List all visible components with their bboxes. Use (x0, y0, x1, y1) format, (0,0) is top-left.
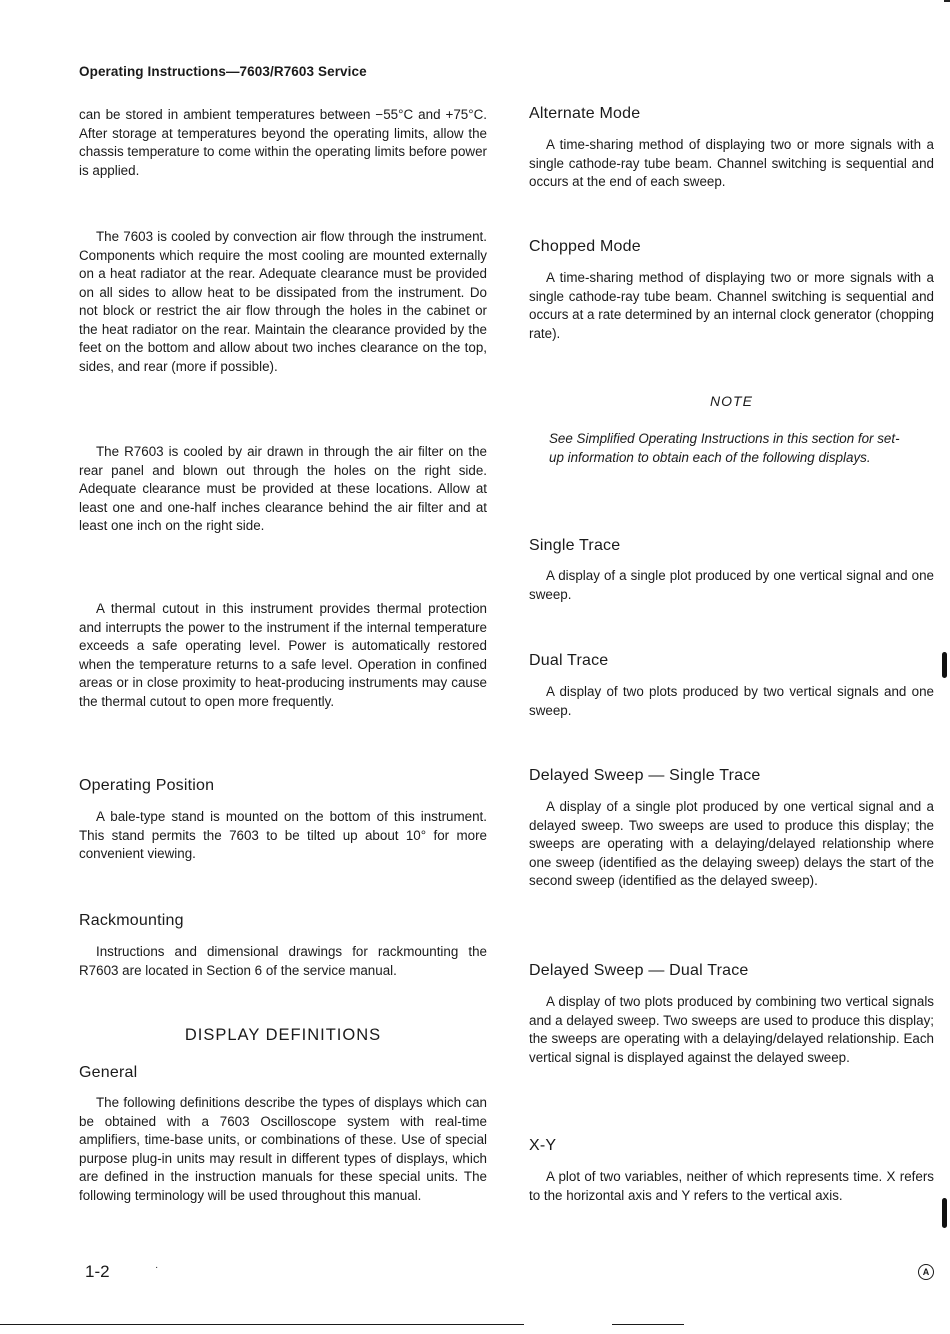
thermal-cutout-paragraph: A thermal cutout in this instrument provides thermal protection and interrupts the power to the instrument if the internal temperature exceeds a safe operating level. Power is automatically restored when the temperature returns to a safe level. Operation in confined areas or in close proximity to heat-producing instruments may cause the thermal cutout to open more frequently. (79, 601, 487, 709)
bottom-rule-right (612, 1324, 684, 1325)
revision-symbol: A (918, 1264, 934, 1280)
single-trace-paragraph: A display of a single plot produced by one vertical signal and one sweep. (529, 568, 934, 602)
single-trace-heading: Single Trace (529, 537, 621, 554)
display-definitions-title: DISPLAY DEFINITIONS (184, 1026, 382, 1044)
page-mark: · (155, 1262, 159, 1273)
delayed-sweep-single-trace-heading: Delayed Sweep — Single Trace (529, 767, 761, 784)
general-heading: General (79, 1064, 138, 1081)
chopped-mode-paragraph: A time-sharing method of displaying two or more signals with a single cathode-ray tube beam. Channel switching is sequential and occurs at a rate determined by an internal clock generator (chopping rate). (529, 270, 934, 341)
alternate-mode-heading: Alternate Mode (529, 105, 641, 122)
delayed-sweep-dual-trace-heading: Delayed Sweep — Dual Trace (529, 962, 749, 979)
bottom-rule (0, 1324, 524, 1325)
note-label: NOTE (710, 393, 753, 409)
xy-paragraph: A plot of two variables, neither of which represents time. X refers to the horizontal axis and Y refers to the vertical axis. (529, 1169, 934, 1203)
cooling-7603-paragraph: The 7603 is cooled by convection air flow through the instrument. Components which require the most cooling are mounted externally on a heat radiator at the rear. Adequate clearance must be provided on all sides to allow heat to be dissipated from the instrument. Do not block or restrict the air flow through the holes in the cabinet or the heat radiator on the rear. Maintain the clearance provided by the feet on the bottom and allow about two inches clearance on the top, sides, and rear (more if possible). (79, 229, 487, 374)
alternate-mode-paragraph: A time-sharing method of displaying two or more signals with a single cathode-ray tube beam. Channel switching is sequential and occurs at the end of each sweep. (529, 137, 934, 189)
operating-position-paragraph: A bale-type stand is mounted on the bottom of this instrument. This stand permits the 7603 to be tilted up about 10° for more convenient viewing. (79, 809, 487, 861)
storage-continuation-paragraph: can be stored in ambient temperatures between −55°C and +75°C. After storage at temperatures beyond the operating limits, allow the chassis temperature to come within the operating limits before power is applied. (79, 107, 487, 178)
delayed-sweep-dual-trace-paragraph: A display of two plots produced by combining two vertical signals and a delayed sweep. Two sweeps are used to produce this display; the sweeps are operating with a delaying/delayed relationship. Each vertical signal is displayed against the delayed sweep. (529, 994, 934, 1065)
change-bar (942, 652, 947, 678)
chopped-mode-heading: Chopped Mode (529, 238, 641, 255)
rackmounting-heading: Rackmounting (79, 912, 184, 929)
dual-trace-heading: Dual Trace (529, 652, 609, 669)
dual-trace-paragraph: A display of two plots produced by two vertical signals and one sweep. (529, 684, 934, 718)
note-paragraph: See Simplified Operating Instructions in this section for set-up information to obtain each of the following displays. (549, 431, 900, 465)
page-number: 1-2 (85, 1262, 110, 1281)
operating-position-heading: Operating Position (79, 777, 215, 794)
general-paragraph: The following definitions describe the types of displays which can be obtained with a 7603 Oscilloscope system with real-time amplifiers, time-base units, or combinations of these. Use of special purpose plug-in units may result in different types of displays, which are defined in the instruction manuals for these special units. The following terminology will be used throughout this manual. (79, 1095, 487, 1203)
corner-mark (944, 0, 950, 2)
rackmounting-paragraph: Instructions and dimensional drawings for rackmounting the R7603 are located in Section 6 of the service manual. (79, 944, 487, 978)
xy-heading: X-Y (529, 1137, 557, 1154)
running-head: Operating Instructions—7603/R7603 Service (79, 64, 367, 79)
change-bar (942, 1198, 947, 1228)
cooling-r7603-paragraph: The R7603 is cooled by air drawn in through the air filter on the rear panel and blown out through the holes on the right side. Adequate clearance must be provided at these locations. Allow at least one and one-half inches clearance behind the air filter and at least one inch on the right side. (79, 444, 487, 533)
delayed-sweep-single-trace-paragraph: A display of a single plot produced by one vertical signal and a delayed sweep. Two sweeps are used to produce this display; the sweeps are operating with a delaying/delayed relationship where one sweep (identified as the delaying sweep) delays the start of the second sweep (identified as the delayed sweep). (529, 799, 934, 888)
